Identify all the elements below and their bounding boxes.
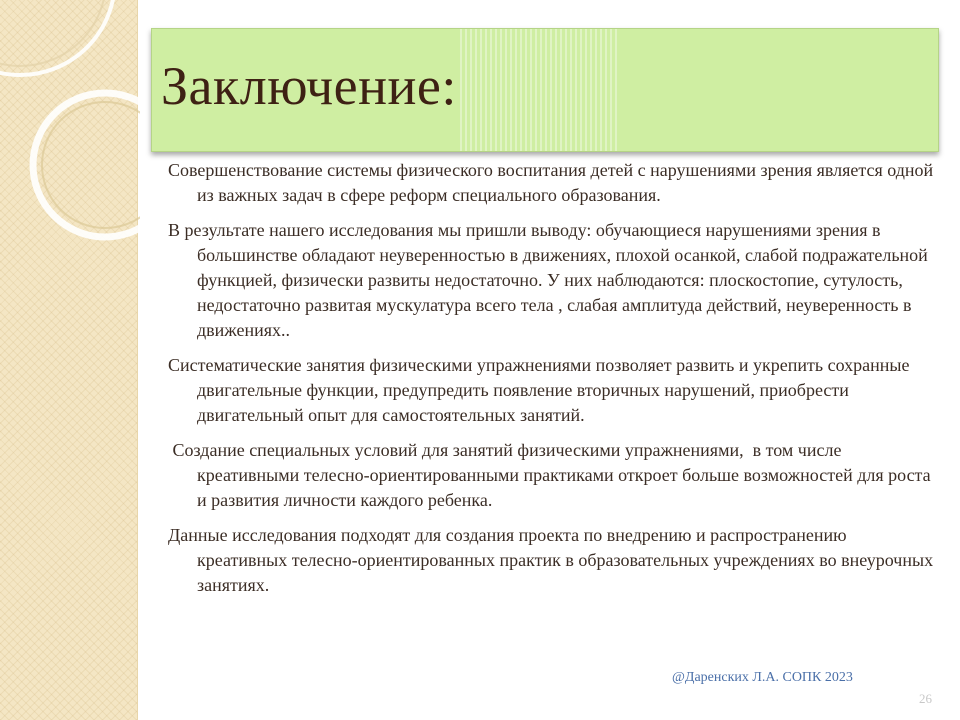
paragraph-5: Данные исследования подходят для создания проекта по внедрению и распространению креативных телесно-ориентированных практик в образовательных учреждениях во внеурочных занятиях. xyxy=(168,525,934,595)
decorative-circles-icon xyxy=(0,0,140,260)
paragraph-1: Совершенствование системы физического воспитания детей с нарушениями зрения является одной из важных задач в сфере реформ специального образования. xyxy=(168,160,934,205)
paragraph-2: В результате нашего исследования мы пришли выводу: обучающиеся нарушениями зрения в большинстве обладают неуверенностью в движениях, плохой осанкой, слабой подражательной функцией, физически развиты недостаточно. У них наблюдаются: плоскостопие, сутулость, недостаточно развитая мускулатура всего тела , слабая амплитуда действий, неуверенность в движениях.. xyxy=(168,220,928,340)
slide-title: Заключение: xyxy=(161,56,457,116)
page-number: 26 xyxy=(919,691,932,706)
slide-body xyxy=(168,158,936,608)
footer-credit: @Даренских Л.А. СОПК 2023 xyxy=(672,670,853,685)
title-stripes-decoration xyxy=(460,29,620,151)
paragraph-3: Систематические занятия физическими упражнениями позволяет развить и укрепить сохранные двигательные функции, предупредить появление вторичных нарушений, приобрести двигательный опыт для самостоятельных занятий. xyxy=(168,355,910,425)
paragraph-4: Создание специальных условий для занятий физическими упражнениями, в том числе креативными телесно-ориентированными практиками откроет больше возможностей для роста и развития личности каждого ребенка. xyxy=(168,440,936,510)
title-banner xyxy=(151,28,939,152)
